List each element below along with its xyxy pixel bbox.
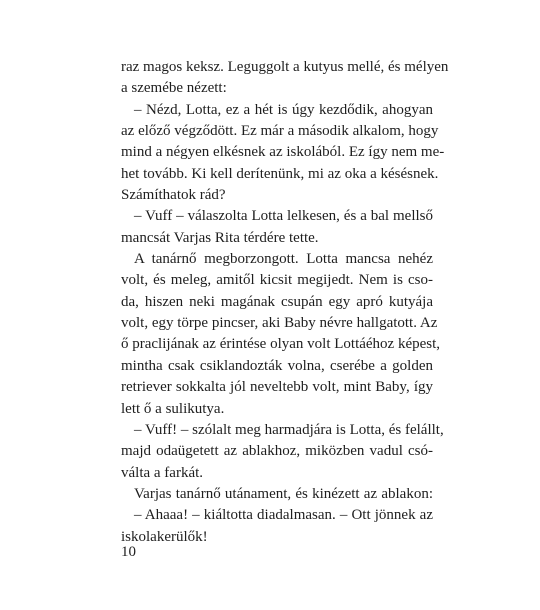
text-line: az előző végződött. Ez már a második alkalom, hogy bbox=[121, 123, 439, 140]
text-line: majd odaügetett az ablakhoz, miközben vadul csó- bbox=[121, 443, 433, 460]
text-line: volt, egy törpe pincser, aki Baby névre hallgatott. Az bbox=[121, 315, 438, 332]
page-number: 10 bbox=[121, 544, 136, 560]
text-line: volt, és meleg, amitől kicsit megijedt. Nem is cso- bbox=[121, 272, 433, 289]
text-line: mancsát Varjas Rita térdére tette. bbox=[121, 229, 319, 246]
text-line: da, hiszen neki magának csupán egy apró kutyája bbox=[121, 293, 433, 310]
text-line: a szemébe nézett: bbox=[121, 80, 227, 97]
text-line: válta a farkát. bbox=[121, 464, 204, 481]
text-line: raz magos keksz. Leguggolt a kutyus mellé, és mélyen bbox=[121, 59, 449, 75]
text-line: – Vuff! – szólalt meg harmadjára is Lotta, és felállt, bbox=[134, 421, 444, 438]
text-line: het tovább. Ki kell derítenünk, mi az oka a késésnek. bbox=[121, 165, 439, 182]
text-line: – Ahaaa! – kiáltotta diadalmasan. – Ott jönnek az bbox=[134, 507, 433, 524]
text-line: mintha csak csiklandozták volna, cserébe a golden bbox=[121, 357, 433, 374]
text-line: A tanárnő megborzongott. Lotta mancsa nehéz bbox=[134, 251, 433, 268]
text-line: retriever sokkalta jól neveltebb volt, mint Baby, így bbox=[121, 379, 433, 396]
text-line: ő praclijának az érintése olyan volt Lottáéhoz képest, bbox=[121, 336, 441, 353]
text-line: lett ő a sulikutya. bbox=[121, 400, 225, 417]
text-line: Számíthatok rád? bbox=[121, 187, 226, 204]
text-line: mind a négyen elkésnek az iskolából. Ez így nem me- bbox=[121, 144, 445, 161]
text-line: Varjas tanárnő utánament, és kinézett az ablakon: bbox=[134, 485, 433, 502]
text-line: – Nézd, Lotta, ez a hét is úgy kezdődik, ahogyan bbox=[134, 101, 433, 118]
text-line: iskolakerülők! bbox=[121, 528, 208, 545]
book-page-text bbox=[121, 57, 449, 548]
text-line: – Vuff – válaszolta Lotta lelkesen, és a bal mellső bbox=[134, 208, 433, 225]
